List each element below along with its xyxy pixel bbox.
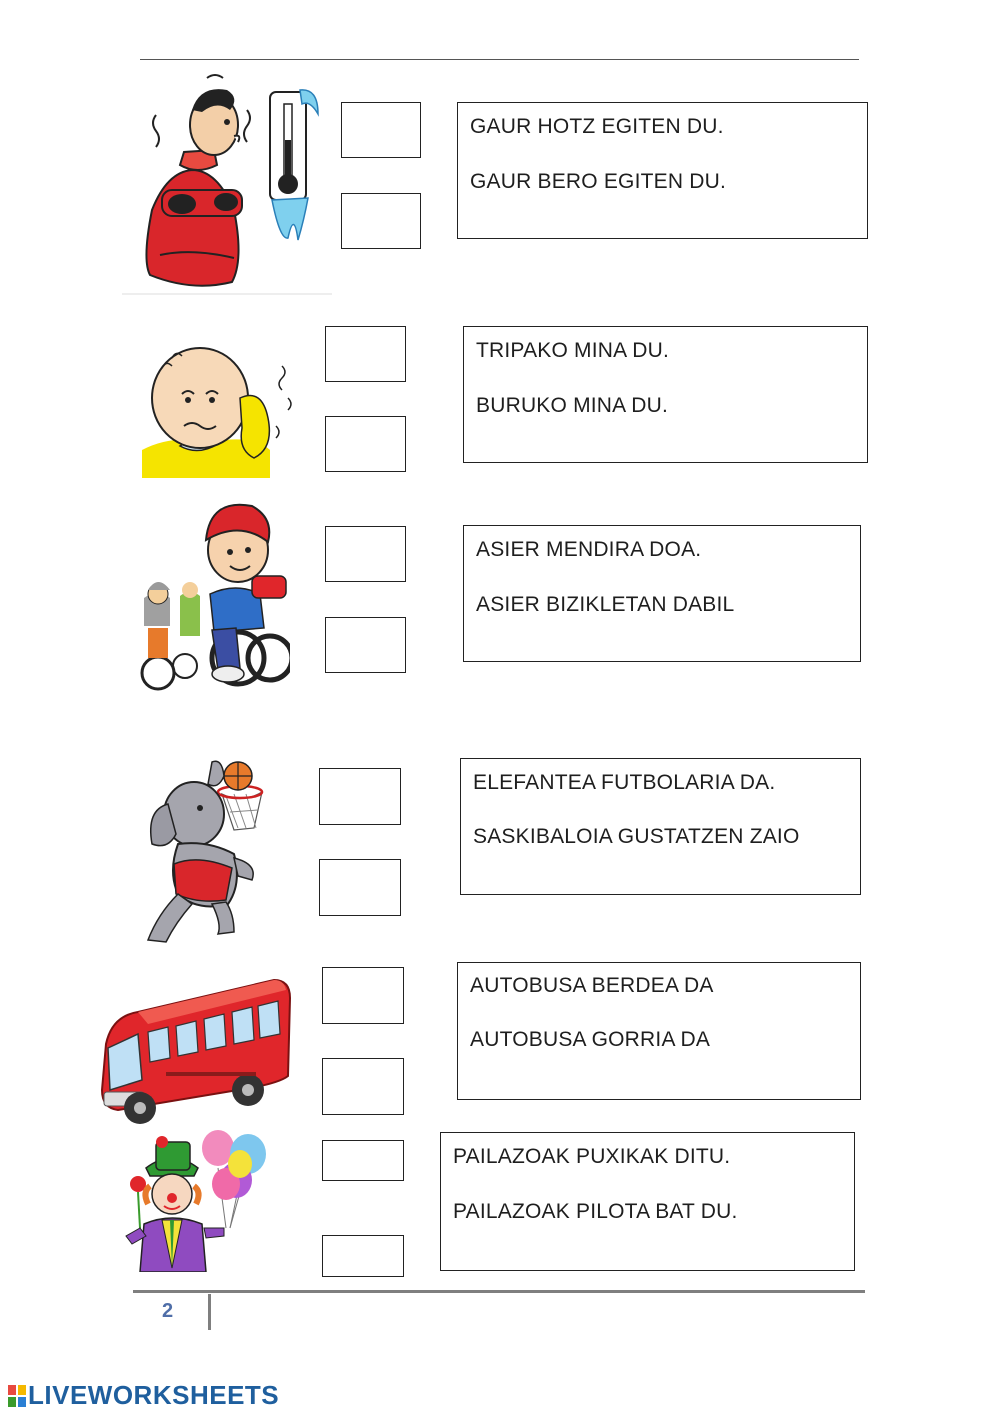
boy-cycling-illustration	[140, 498, 290, 694]
sentence-box-5	[457, 962, 861, 1100]
footer-divider	[208, 1294, 211, 1330]
sentence-box-3	[463, 525, 861, 662]
brand-logo[interactable]	[8, 1380, 279, 1411]
sentence-box-2	[463, 326, 868, 463]
top-rule	[140, 59, 859, 60]
answer-checkbox-2b[interactable]	[325, 416, 406, 472]
answer-checkbox-5a[interactable]	[322, 967, 404, 1024]
liveworksheets-icon	[8, 1385, 26, 1407]
brand-name: LIVEWORKSHEETS	[28, 1380, 280, 1410]
answer-checkbox-1b[interactable]	[341, 193, 421, 249]
sentence-5b: AUTOBUSA GORRIA DA	[470, 1028, 711, 1051]
sentence-box-1	[457, 102, 868, 239]
sentence-6b: PAILAZOAK PILOTA BAT DU.	[453, 1200, 738, 1223]
answer-checkbox-2a[interactable]	[325, 326, 406, 382]
answer-checkbox-6b[interactable]	[322, 1235, 404, 1277]
cold-man-illustration	[122, 70, 332, 296]
sentence-2a: TRIPAKO MINA DU.	[476, 339, 669, 362]
sentence-1b: GAUR BERO EGITEN DU.	[470, 170, 727, 193]
elephant-basketball-illustration	[138, 754, 282, 946]
answer-checkbox-3b[interactable]	[325, 617, 406, 673]
answer-checkbox-1a[interactable]	[341, 102, 421, 158]
sentence-6a: PAILAZOAK PUXIKAK DITU.	[453, 1145, 731, 1168]
answer-checkbox-4a[interactable]	[319, 768, 401, 825]
footer-rule	[133, 1290, 865, 1293]
sentence-3a: ASIER MENDIRA DOA.	[476, 538, 702, 561]
sentence-4a: ELEFANTEA FUTBOLARIA DA.	[473, 771, 776, 794]
clown-balloons-illustration	[122, 1128, 272, 1272]
answer-checkbox-4b[interactable]	[319, 859, 401, 916]
sentence-box-6	[440, 1132, 855, 1271]
sentence-5a: AUTOBUSA BERDEA DA	[470, 974, 714, 997]
sentence-2b: BURUKO MINA DU.	[476, 394, 669, 417]
page-number: 2	[162, 1300, 174, 1322]
boy-headache-illustration	[142, 338, 302, 478]
answer-checkbox-3a[interactable]	[325, 526, 406, 582]
answer-checkbox-6a[interactable]	[322, 1140, 404, 1181]
answer-checkbox-5b[interactable]	[322, 1058, 404, 1115]
sentence-box-4	[460, 758, 861, 895]
sentence-4b: SASKIBALOIA GUSTATZEN ZAIO	[473, 825, 800, 848]
sentence-3b: ASIER BIZIKLETAN DABIL	[476, 593, 735, 616]
sentence-1a: GAUR HOTZ EGITEN DU.	[470, 115, 724, 138]
red-bus-illustration	[98, 972, 294, 1128]
